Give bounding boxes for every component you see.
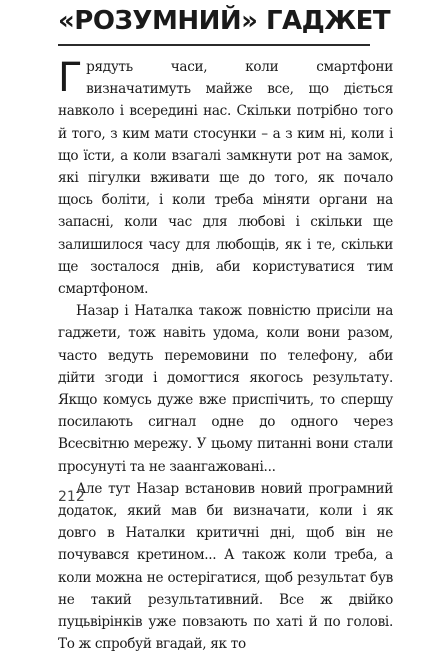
paragraph-1-text: рядуть часи, коли смартфони визначатимуть майже все, що діється навколо і всередині нас. Скільки потрібно того й того, з ким мати стосунки – а з ким ні, коли і що їсти, а коли взагалі замкнути рот на замок, які пігулки вживати ще до того, як почало щось боліти, і коли треба міняти органи на запасні, коли час для любові і скільки ще залишилося часу для любощів, як і те, скільки ще зосталося днів, аби користуватися тим смартфоном. — [58, 59, 393, 298]
running-header — [58, 4, 391, 46]
body-text — [58, 56, 393, 655]
paragraph-2: Назар і Наталка також повністю присіли на гаджети, тож навіть удома, коли вони разом, часто ведуть перемовини по телефону, аби дійти згоди і домогтися якогось результату. Якщо комусь дуже вже приспічить, то спершу посилають сигнал одне до одного через Всесвітню мережу. У цьому питанні вони стали просунуті та не заангажовані... — [58, 303, 393, 475]
paragraph-1 — [58, 56, 393, 300]
page-number: 212 — [58, 489, 85, 505]
drop-cap: Г — [58, 55, 83, 101]
chapter-title: «РОЗУМНИЙ» ГАДЖЕТ — [58, 6, 391, 36]
paragraph-3: Але тут Назар встановив новий програмний додаток, який мав би визначати, коли і як довго в Наталки критичні дні, щоб він не почувався кретином... А також коли треба, а коли можна не остерігатися, щоб результат був не такий результативний. Все ж двійко пуцьвірінків уже повзають по хаті й по голові. То ж спробуй вгадай, як то — [58, 480, 393, 653]
